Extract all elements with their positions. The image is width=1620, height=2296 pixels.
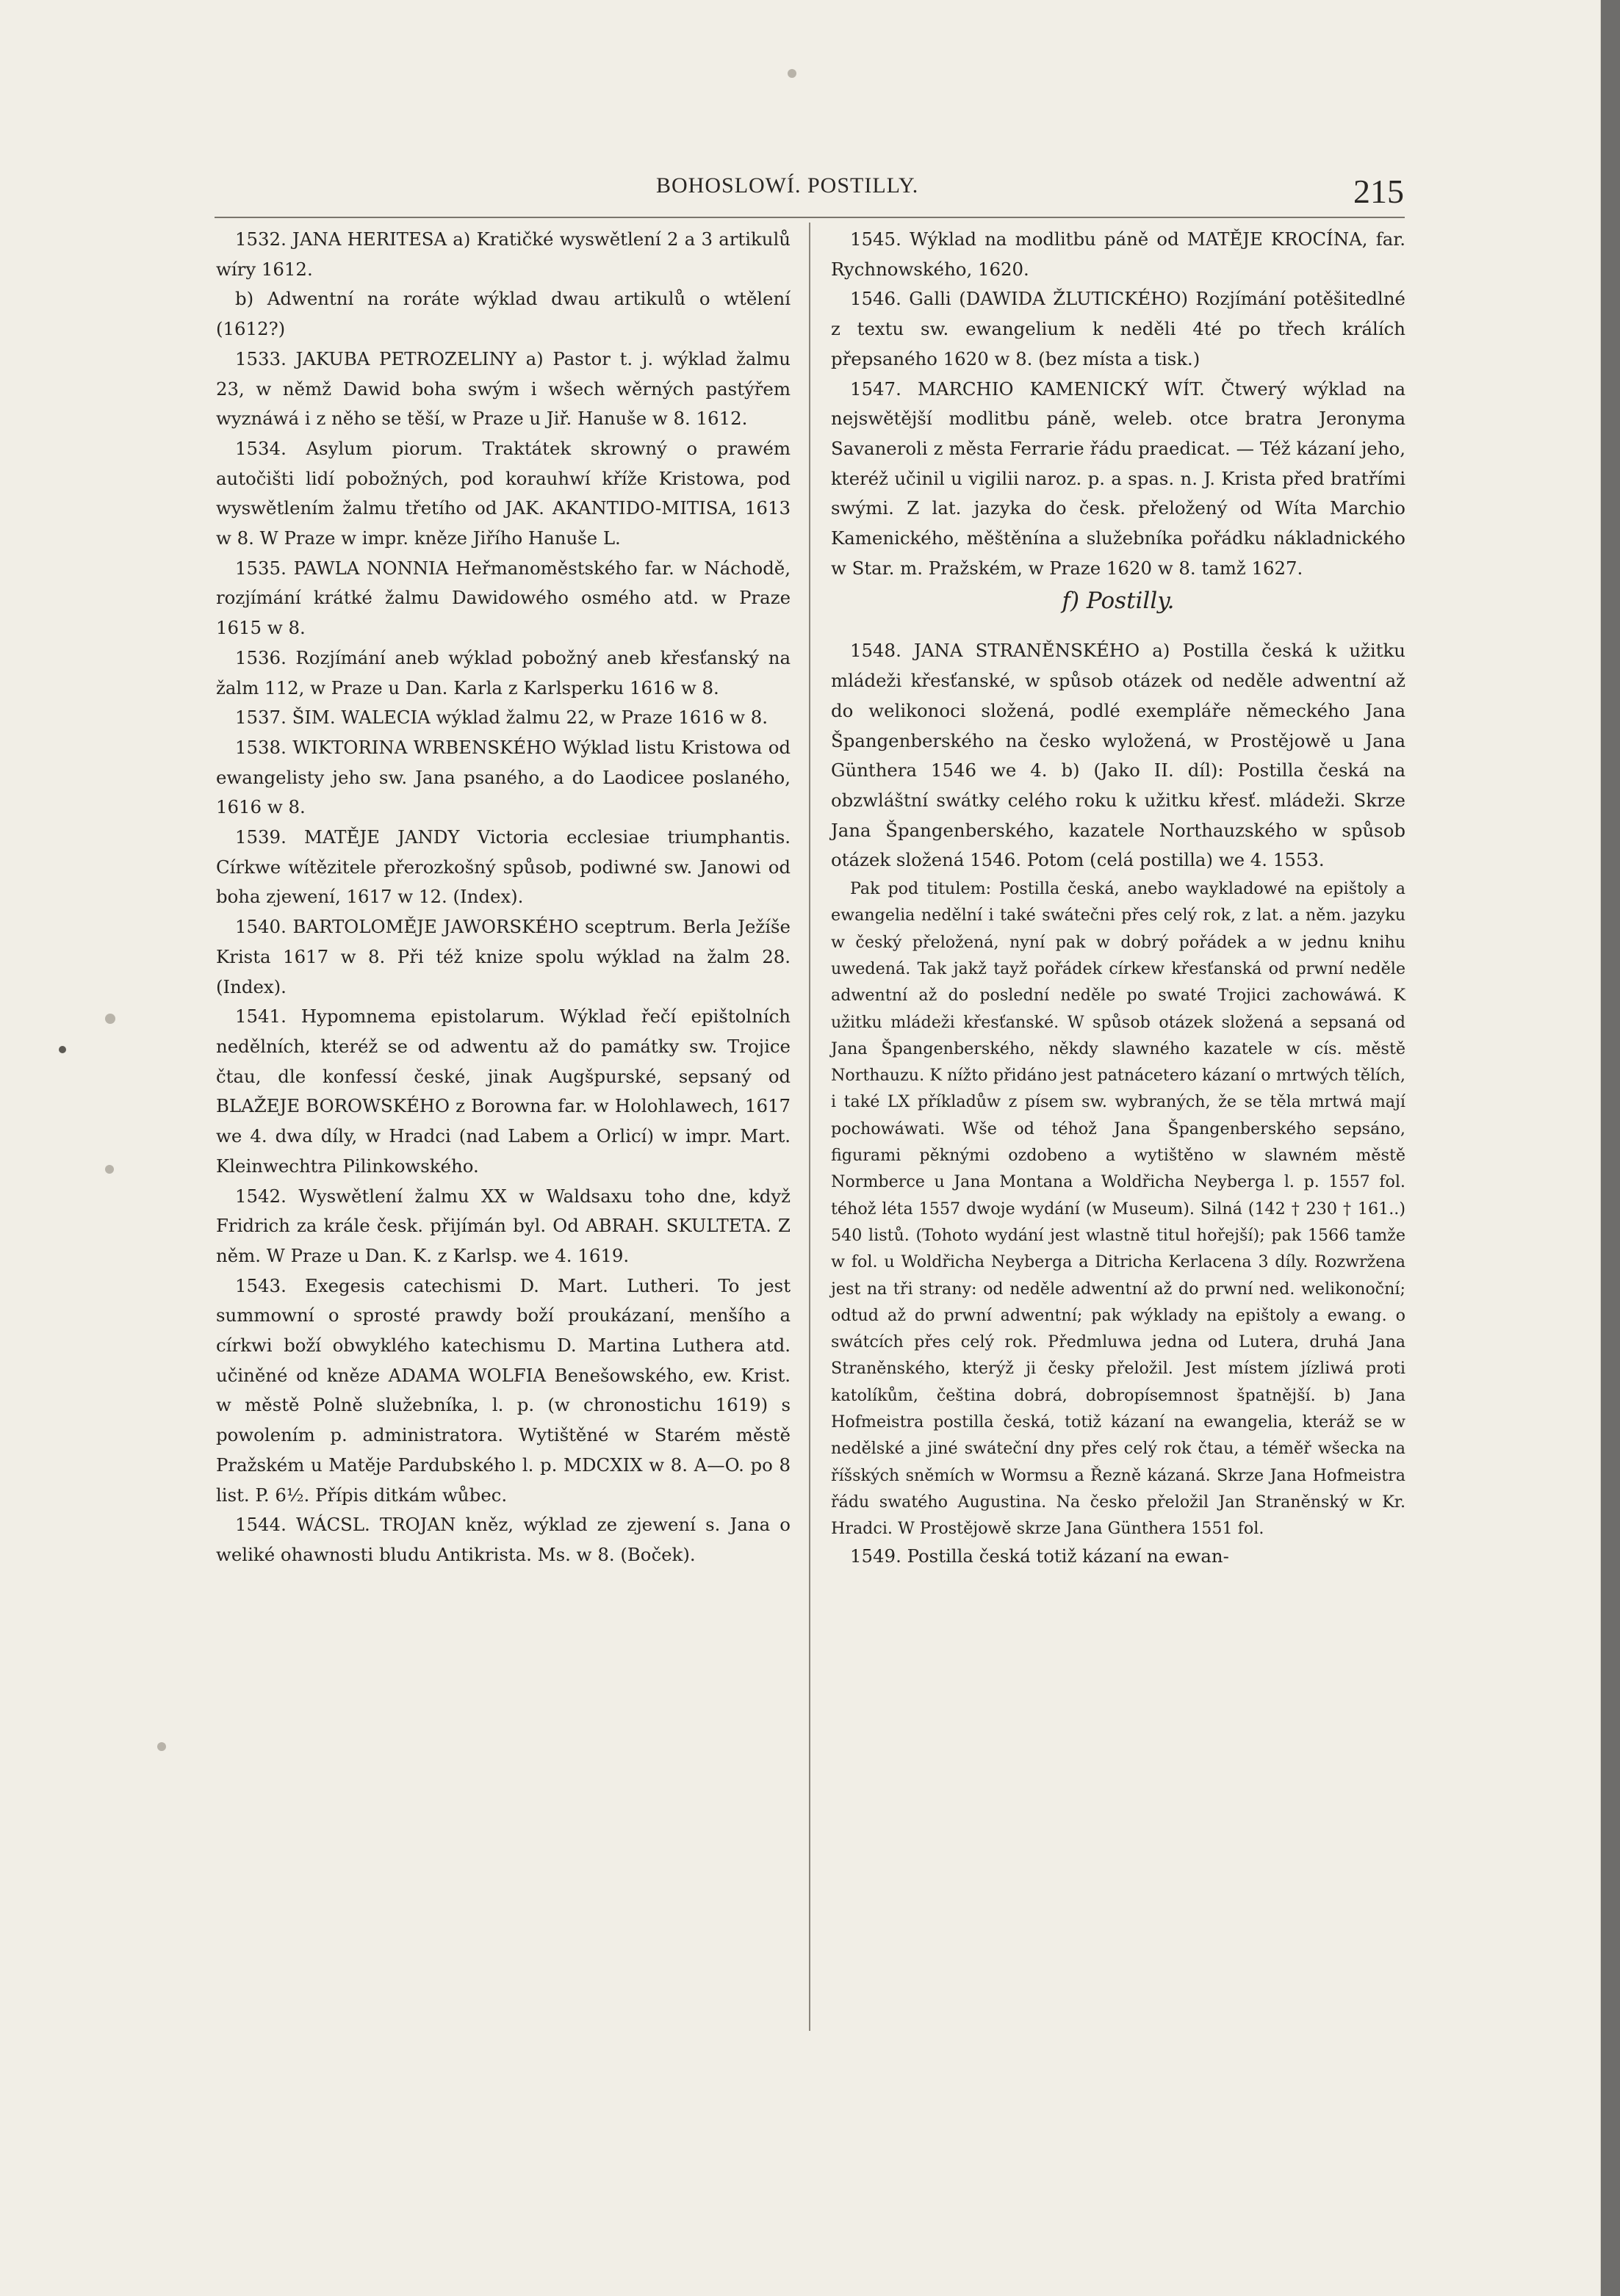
entry-1548: 1548. JANA STRANĚNSKÉHO a) Postilla česká k užitku mládeži křesťanské, w spůsob otázek od neděle adwentní až do welikonoci složená, podlé exempláře německého Jana Špangenberského na česko wyložená, w Prostějowě u Jana Günthera 1546 we 4. b) (Jako II. díl): Postilla česká na obzwláštní swátky celého roku k užitku křesť. mládeži. Skrze Jana Špangenberského, kazatele Northauzského w spůsob otázek složená 1546. Potom (celá postilla) we 4. 1553.: [831, 640, 1405, 871]
section-heading: f) Postilly.: [1062, 588, 1175, 615]
entry-1545: 1545. Wýklad na modlitbu páně od MATĚJE KROCÍNA, far. Rychnowského, 1620.: [831, 228, 1405, 280]
entry-1542: 1542. Wyswětlení žalmu XX w Waldsaxu toho dne, když Fridrich za krále česk. přijímán byl. Od ABRAH. SKULTETA. Z něm. W Praze u Dan. K. z Karlsp. we 4. 1619.: [216, 1185, 791, 1266]
entry-1546: 1546. Galli (DAWIDA ŽLUTICKÉHO) Rozjímání potěšitedlné z textu sw. ewangelium k neděli 4té po třech králích přepsaného 1620 w 8. (bez místa a tisk.): [831, 288, 1405, 369]
entry-1533: 1533. JAKUBA PETROZELINY a) Pastor t. j. wýklad žalmu 23, w němž Dawid boha swým i wšech wěrných pastýřem wyznáwá i z něho se těší, w Praze u Jiř. Hanuše w 8. 1612.: [216, 347, 791, 430]
entry-1535: 1535. PAWLA NONNIA Heřmanoměstského far. w Náchodě, rozjímání krátké žalmu Dawidowého osmého atd. w Praze 1615 w 8.: [216, 557, 791, 639]
column-divider: [809, 223, 810, 2031]
running-title: BOHOSLOWÍ. POSTILLY.: [656, 173, 919, 198]
entry-1539: 1539. MATĚJE JANDY Victoria ecclesiae triumphantis. Církwe wítězitele přerozkošný spůsob, podiwné sw. Janowi od boha zjewení, 1617 w 12. (Index).: [216, 826, 791, 908]
entry-1537: 1537. ŠIM. WALECIA wýklad žalmu 22, w Praze 1616 w 8.: [235, 707, 768, 729]
entry-1541: 1541. Hypomnema epistolarum. Wýklad řečí epištolních nedělních, kteréž se od adwentu až do památky sw. Trojice čtau, dle konfessí české, jinak Augšpurské, sepsaný od BLAŽEJE BOROWSKÉHO z Borowna far. w Holohlawech, 1617 we 4. dwa díly, w Hradci (nad Labem a Orlicí) w impr. Mart. Kleinwechtra Pilinkowského.: [216, 1006, 791, 1177]
entry-1540: 1540. BARTOLOMĚJE JAWORSKÉHO sceptrum. Berla Ježíše Krista 1617 w 8. Při též knize spolu wýklad na žalm 28. (Index).: [216, 916, 791, 997]
entry-1543: 1543. Exegesis catechismi D. Mart. Lutheri. To jest summowní o sprosté prawdy boží proukázaní, menšího a církwi boží obwyklého katechismu D. Martina Luthera atd. učiněné od kněze ADAMA WOLFIA Benešowského, ew. Krist. w městě Polně služebníka, l. p. (w chronostichu 1619) s powolením p. administratora. Wytištěné w Starém městě Pražském u Matěje Pardubského l. p. MDCXIX w 8. A—O. po 8 list. P. 6½. Přípis ditkám wůbec.: [216, 1274, 791, 1506]
page-header: [0, 172, 1600, 216]
right-column: [831, 225, 1405, 1572]
entry-1532: 1532. JANA HERITESA a) Kratičké wyswětlení 2 a 3 artikulů wíry 1612.: [216, 228, 791, 280]
paper-speck: [788, 69, 796, 78]
paper-speck: [157, 1742, 166, 1751]
paper-speck: [59, 1046, 66, 1053]
left-column: [216, 225, 791, 1570]
header-rule: [215, 217, 1405, 218]
entry-1534: 1534. Asylum piorum. Traktátek skrowný o prawém autočišti lidí pobožných, pod korauhwí kříže Kristowa, pod wyswětlením žalmu třetího od JAK. AKANTIDO-MITISA, 1613 w 8. W Praze w impr. kněze Jiřího Hanuše L.: [216, 437, 791, 549]
entry-1544: 1544. WÁCSL. TROJAN kněz, wýklad ze zjewení s. Jana o weliké ohawnosti bludu Antikrista. Ms. w 8. (Boček).: [216, 1514, 791, 1565]
entry-1548-notes: Pak pod titulem: Postilla česká, anebo waykladowé na epištoly a ewangelia nedělní i také swátečni přes celý rok, z lat. a něm. jazyku w český přeložená, nyní pak w dobrý pořádek a w jednu knihu uwedená. Tak jakž tayž pořádek církew křesťanská od prwní neděle adwentní až do poslední neděle po swaté Trojici zachowáwá. K užitku mládeži křesťanské. W spůsob otázek složená a sepsaná od Jana Špangenberského, někdy slawného kazatele w cís. městě Northauzu. K nížto přidáno jest patnácetero kázaní o mrtwých tělích, i také LX příkladůw z písem sw. wybraných, že se těla mrtwá mají pochowáwati. Wše od téhož Jana Špangenberského sepsáno, figurami pěknými ozdobeno a wytištěno w slawném městě Normberce u Jana Montana a Woldřicha Neyberga l. p. 1557 fol. téhož léta 1557 dwoje wydání (w Museum). Silná (142 † 230 † 161..) 540 listů. (Tohoto wydání jest wlastně titul hořejší); pak 1566 tamže w fol. u Woldřicha Neyberga a Ditricha Kerlacena 3 díly. Rozwržena jest na tři strany: od neděle adwentní až do prwní ned. welikonoční; odtud až do prwní adwentní; pak wýklady na epištoly a ewang. o swátcích přes celý rok. Předmluwa jedna od Lutera, druhá Jana Straněnského, kterýž ji česky přeložil. Jest místem jízliwá proti katolíkům, čeština dobrá, dobropísemnost špatnější. b) Jana Hofmeistra postilla česká, totiž kázaní na ewangelia, kteráž se w nedělské a jiné swáteční dny přes celý rok čtau, a téměř wšecka na říšských sněmích w Wormsu a Řezně kázaná. Skrze Jana Hofmeistra řádu swatého Augustina. Na česko přeložil Jan Straněnský w Kr. Hradci. W Prostějowě skrze Jana Günthera 1551 fol.: [831, 879, 1405, 1539]
page-number: 215: [1353, 173, 1404, 210]
paper-speck: [105, 1014, 115, 1024]
entry-1532-b: b) Adwentní na roráte wýklad dwau artikulů o wtělení (1612?): [216, 288, 791, 340]
entry-1547: 1547. MARCHIO KAMENICKÝ WÍT. Čtwerý wýklad na nejswětější modlitbu páně, weleb. otce bratra Jeronyma Savaneroli z města Ferrarie řádu praedicat. — Též kázaní jeho, kteréž učinil u vigilii naroz. p. a spas. n. J. Krista před bratřími swými. Z lat. jazyka do česk. přeložený od Wíta Marchio Kamenického, měštěnína a služebníka pořádku nákladnického w Star. m. Pražském, w Praze 1620 w 8. tamž 1627.: [831, 378, 1405, 579]
paper-speck: [105, 1165, 114, 1174]
entry-1549: 1549. Postilla česká totiž kázaní na ewan-: [850, 1545, 1229, 1567]
entry-1536: 1536. Rozjímání aneb wýklad pobožný aneb křesťanský na žalm 112, w Praze u Dan. Karla z Karlsperku 1616 w 8.: [216, 646, 791, 698]
entry-1538: 1538. WIKTORINA WRBENSKÉHO Wýklad listu Kristowa od ewangelisty jeho sw. Jana psaného, a do Laodicee poslaného, 1616 w 8.: [216, 736, 791, 818]
